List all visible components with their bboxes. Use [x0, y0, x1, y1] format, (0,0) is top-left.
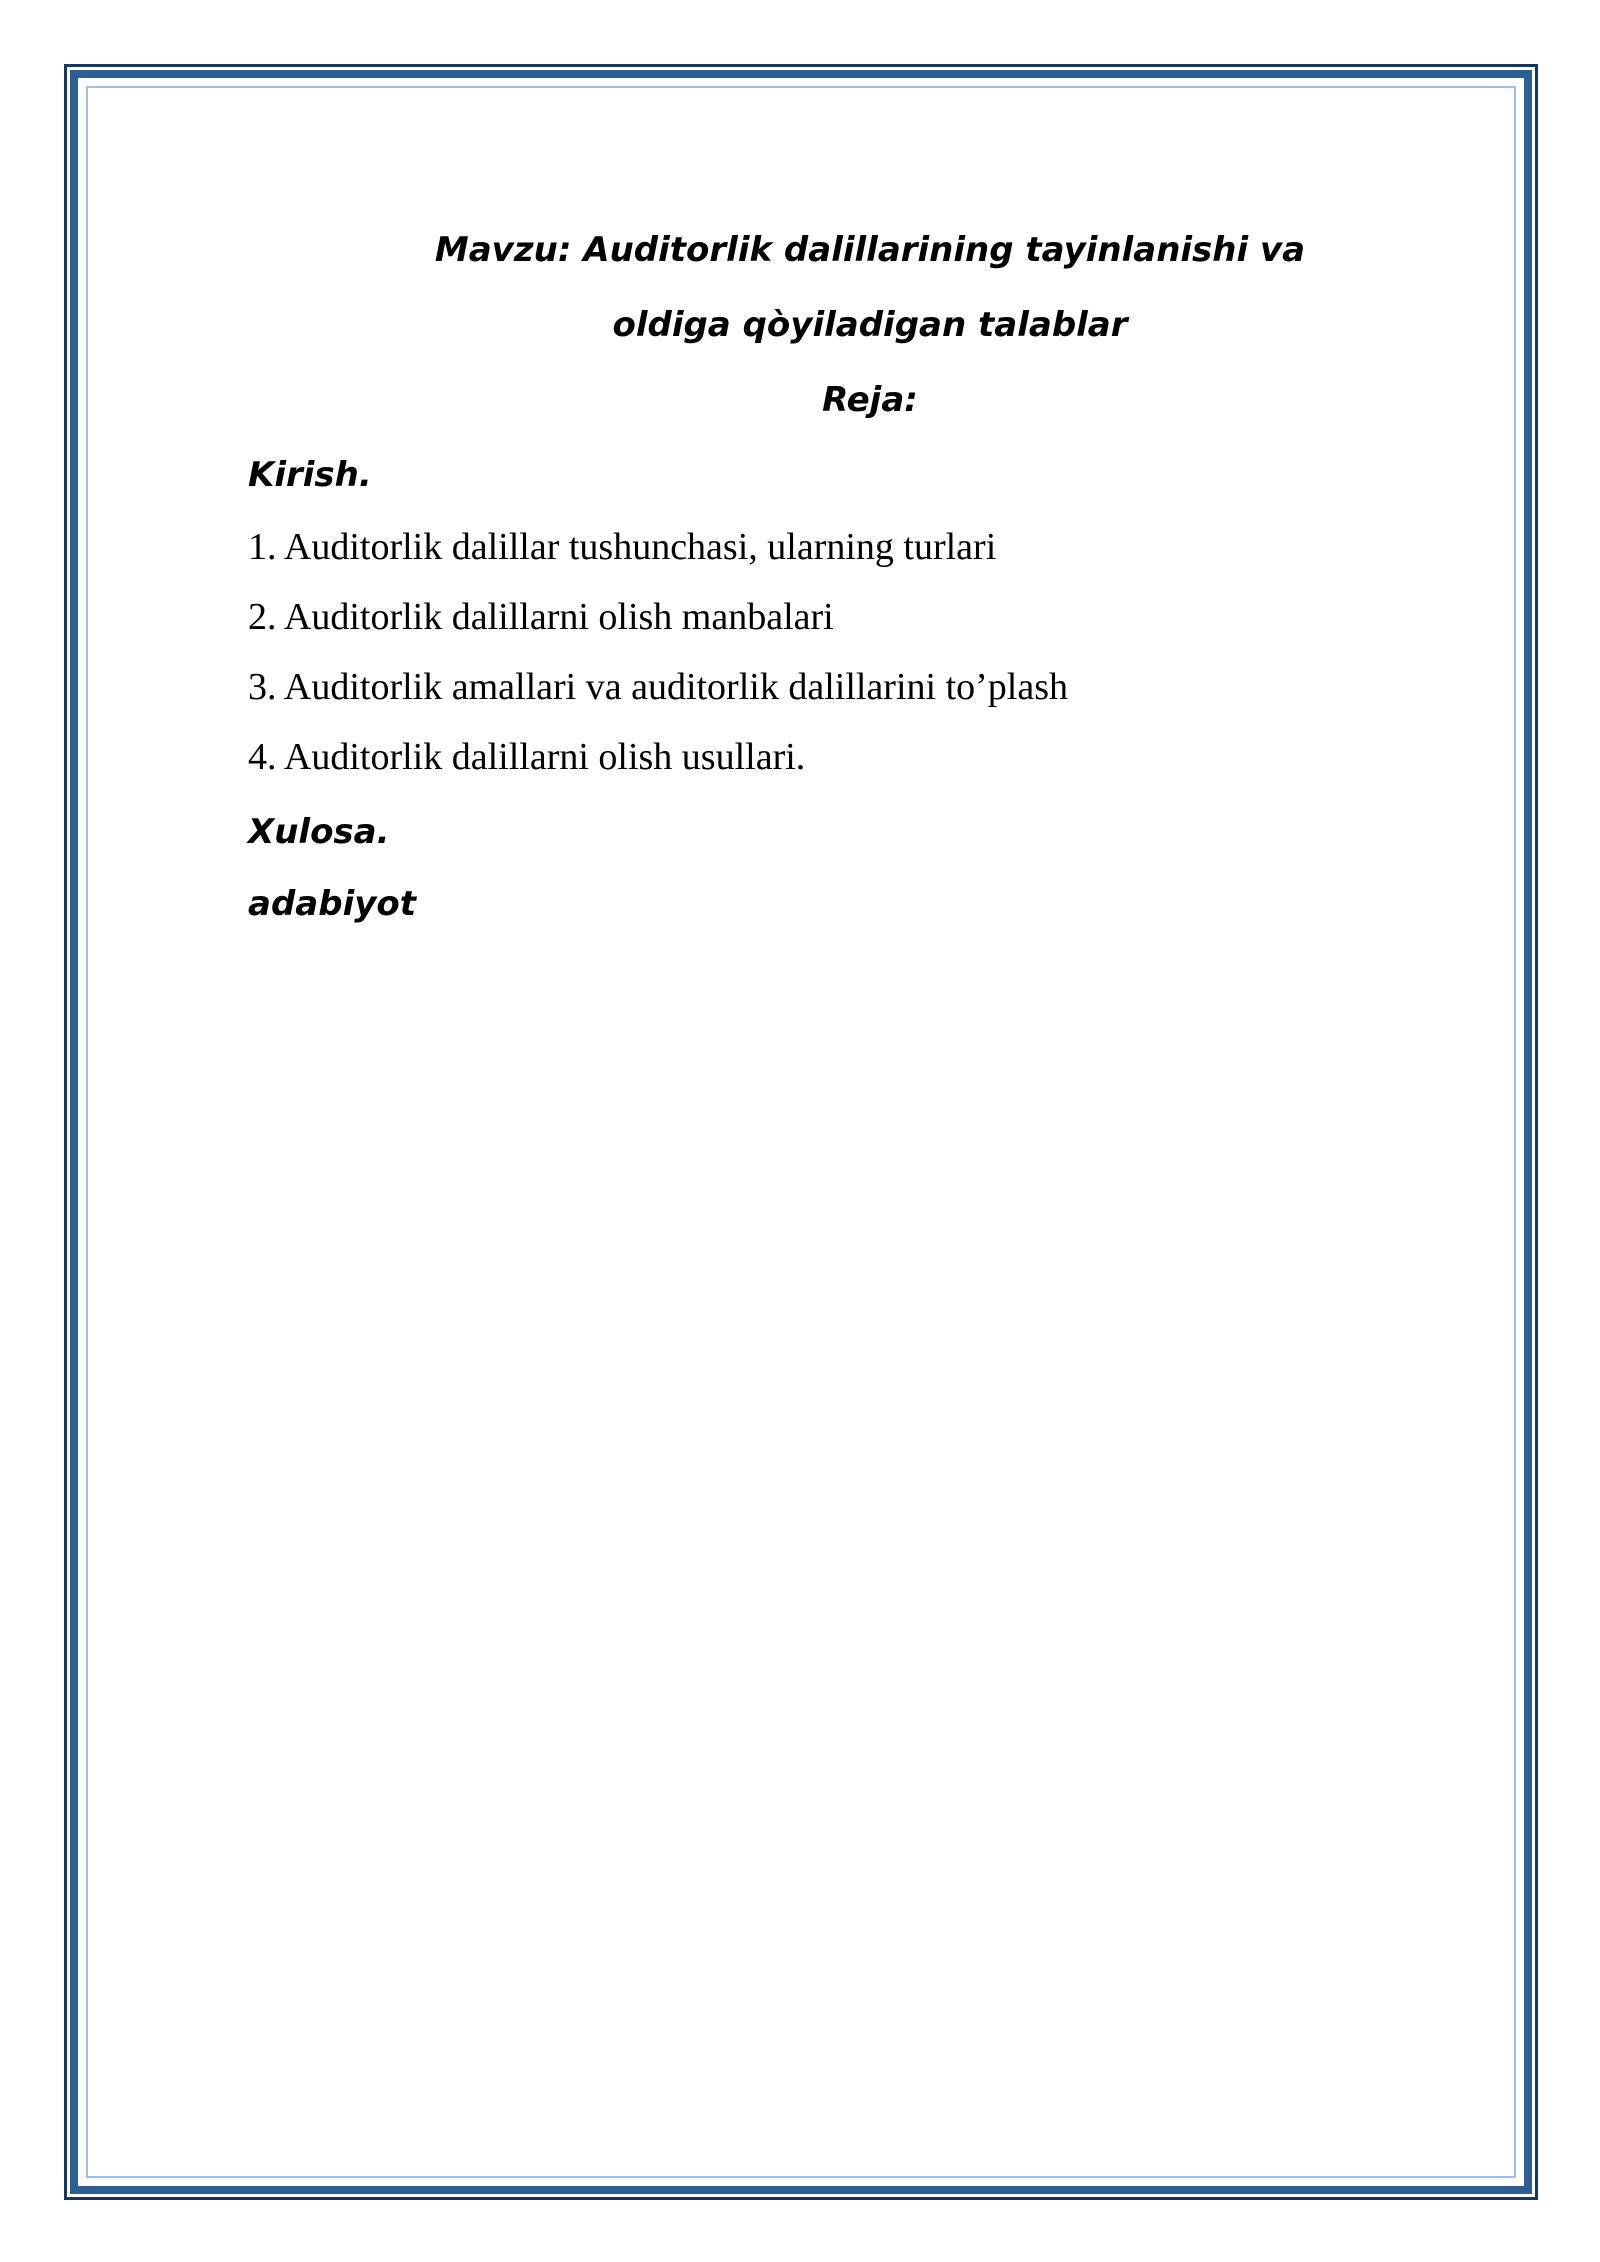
document-title-line-2: oldiga qòyiladigan talablar — [612, 305, 1128, 345]
plan-heading: Reja: — [822, 380, 918, 420]
document-title-line-1: Mavzu: Auditorlik dalillarining tayinlanishi va — [434, 230, 1306, 270]
plan-item-2: 2. Auditorlik dalillarni olish manbalari — [248, 596, 834, 638]
plan-item-3: 3. Auditorlik amallari va auditorlik dalillarini to’plash — [248, 666, 1068, 708]
conclusion-heading: Xulosa. — [248, 812, 390, 852]
plan-item-4: 4. Auditorlik dalillarni olish usullari. — [248, 736, 806, 778]
references-heading: adabiyot — [248, 884, 416, 924]
plan-item-1: 1. Auditorlik dalillar tushunchasi, ularning turlari — [248, 526, 997, 568]
intro-heading: Kirish. — [248, 455, 372, 495]
